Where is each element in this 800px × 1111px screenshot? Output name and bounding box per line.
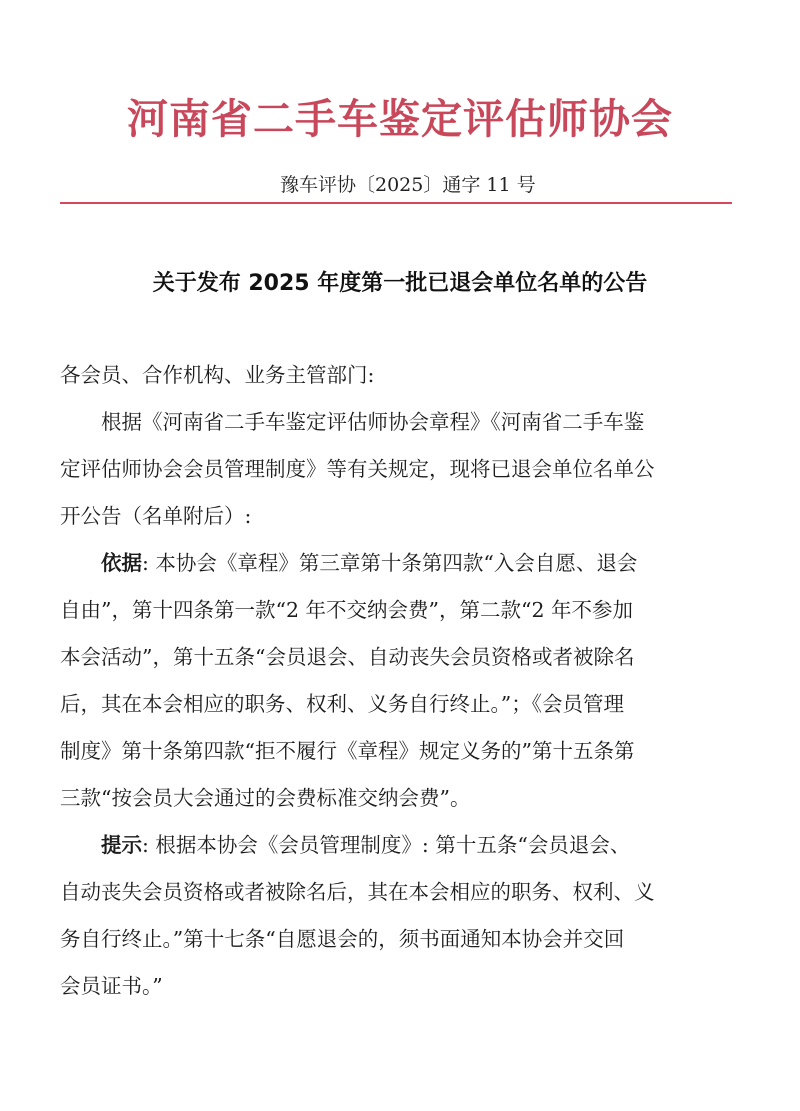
org-name-heading: 河南省二手车鉴定评估师协会 xyxy=(127,95,673,143)
letterhead-divider xyxy=(60,202,732,204)
tip-line: 自动丧失会员资格或者被除名后，其在本会相应的职务、权利、义 xyxy=(60,880,655,904)
basis-line: 后，其在本会相应的职务、权利、义务自行终止。”；《会员管理 xyxy=(60,692,624,716)
basis-line: 本会活动”，第十五条“会员退会、自动丧失会员资格或者被除名 xyxy=(60,645,635,669)
paragraph-line: 根据《河南省二手车鉴定评估师协会章程》《河南省二手车鉴 xyxy=(101,410,645,434)
notice-body xyxy=(60,352,740,1010)
tip-first-line-text: : 根据本协会《会员管理制度》: 第十五条“会员退会、 xyxy=(142,833,631,857)
tip-line: 会员证书。” xyxy=(60,974,163,998)
basis-line: 自由”，第十四条第一款“2 年不交纳会费”，第二款“2 年不参加 xyxy=(60,598,634,622)
paragraph-line: 开公告（名单附后）: xyxy=(60,504,252,528)
document-number: 豫车评协〔2025〕通字 11 号 xyxy=(280,174,536,196)
basis-label: 依据 xyxy=(101,551,142,575)
notice-title: 关于发布 2025 年度第一批已退会单位名单的公告 xyxy=(152,271,648,296)
tip-first-line xyxy=(60,822,740,869)
basis-first-line-text: : 本协会《章程》第三章第十条第四款“入会自愿、退会 xyxy=(142,551,638,575)
basis-line: 制度》第十条第四款“拒不履行《章程》规定义务的”第十五条第 xyxy=(60,739,635,763)
basis-line: 三款“按会员大会通过的会费标准交纳会费”。 xyxy=(60,786,471,810)
tip-line: 务自行终止。”第十七条“自愿退会的，须书面通知本协会并交回 xyxy=(60,927,625,951)
basis-first-line xyxy=(60,540,740,587)
tip-label: 提示 xyxy=(101,833,142,857)
salutation: 各会员、合作机构、业务主管部门: xyxy=(60,363,375,387)
paragraph-line: 定评估师协会会员管理制度》等有关规定，现将已退会单位名单公 xyxy=(60,457,655,481)
